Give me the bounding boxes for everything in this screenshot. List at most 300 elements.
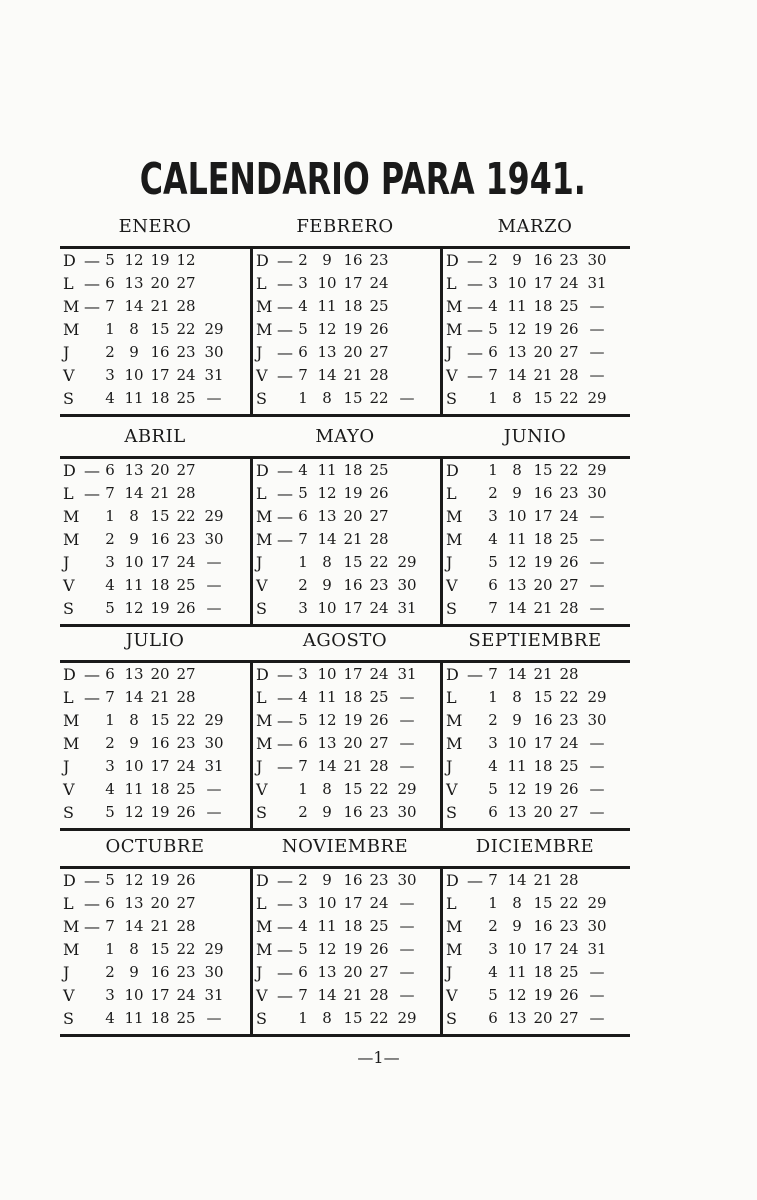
day-number: 3 — [298, 599, 308, 617]
day-number: 1 — [298, 389, 308, 407]
day-number: 17 — [343, 665, 363, 683]
day-number: 19 — [533, 320, 553, 338]
day-number: 30 — [587, 484, 607, 502]
day-number: 28 — [369, 757, 389, 775]
weekday-letter: V — [63, 986, 75, 1005]
day-number: 19 — [150, 599, 170, 617]
weekday-letter: M — [446, 297, 463, 316]
month-name: JULIO — [125, 630, 185, 651]
day-number: 16 — [343, 576, 363, 594]
day-number: 20 — [343, 963, 363, 981]
empty-marker: — — [84, 274, 100, 293]
day-number: 12 — [124, 251, 144, 269]
day-number: 27 — [369, 963, 389, 981]
day-number: 21 — [533, 366, 553, 384]
day-number: 2 — [298, 803, 308, 821]
day-number: 15 — [343, 389, 363, 407]
day-number: 15 — [150, 711, 170, 729]
day-number: 12 — [317, 320, 337, 338]
day-number: 4 — [298, 917, 308, 935]
empty-marker: — — [84, 461, 100, 480]
day-number: — — [589, 320, 605, 338]
day-number: 28 — [176, 484, 196, 502]
day-number: 1 — [298, 1009, 308, 1027]
day-number: 22 — [176, 507, 196, 525]
week-row — [60, 364, 250, 387]
day-number: 2 — [298, 251, 308, 269]
day-number: — — [589, 507, 605, 525]
day-number: 16 — [533, 711, 553, 729]
weekday-letter: J — [63, 963, 70, 982]
day-number: 12 — [317, 484, 337, 502]
day-number: 21 — [343, 986, 363, 1004]
weekday-letter: L — [446, 484, 457, 503]
day-number: 23 — [559, 251, 579, 269]
day-number: — — [589, 343, 605, 361]
day-number: 20 — [343, 507, 363, 525]
day-number: 14 — [124, 917, 144, 935]
week-row — [60, 459, 250, 482]
month-days — [250, 249, 443, 417]
day-number: 5 — [488, 320, 498, 338]
weekday-letter: J — [63, 343, 70, 362]
day-number: 6 — [488, 803, 498, 821]
week-row — [253, 801, 443, 824]
week-row — [253, 505, 443, 528]
week-row — [443, 597, 633, 620]
day-number: 3 — [298, 665, 308, 683]
day-number: 24 — [369, 599, 389, 617]
day-number: 10 — [317, 665, 337, 683]
day-number: 22 — [176, 711, 196, 729]
day-number: 15 — [343, 553, 363, 571]
day-number: 27 — [369, 734, 389, 752]
day-number: 13 — [124, 665, 144, 683]
day-number: 12 — [124, 803, 144, 821]
day-number: 11 — [507, 530, 527, 548]
week-row — [253, 686, 443, 709]
day-number: 19 — [533, 553, 553, 571]
weekday-letter: L — [63, 688, 74, 707]
day-number: 16 — [150, 343, 170, 361]
day-number: 28 — [369, 986, 389, 1004]
weekday-letter: V — [256, 366, 268, 385]
weekday-letter: M — [63, 297, 80, 316]
day-number: 22 — [559, 461, 579, 479]
day-number: 19 — [150, 803, 170, 821]
weekday-letter: J — [256, 757, 263, 776]
day-number: — — [399, 688, 415, 706]
day-number: 5 — [105, 251, 115, 269]
weekday-letter: M — [63, 917, 80, 936]
day-number: 8 — [512, 688, 522, 706]
day-number: 10 — [124, 986, 144, 1004]
empty-marker: — — [277, 734, 293, 753]
week-row — [443, 778, 633, 801]
day-number: 29 — [587, 894, 607, 912]
weekday-letter: J — [256, 343, 263, 362]
weekday-letter: V — [446, 986, 458, 1005]
day-number: 26 — [176, 599, 196, 617]
day-number: 1 — [298, 780, 308, 798]
day-number: 6 — [488, 1009, 498, 1027]
month-days — [440, 249, 633, 417]
day-number: 8 — [129, 320, 139, 338]
month-name: SEPTIEMBRE — [468, 630, 602, 651]
week-row — [443, 364, 633, 387]
day-number: 19 — [343, 940, 363, 958]
week-row — [60, 272, 250, 295]
month-columns — [60, 663, 630, 831]
day-number: — — [399, 963, 415, 981]
day-number: 2 — [488, 711, 498, 729]
day-number: 21 — [343, 366, 363, 384]
day-number: 11 — [124, 576, 144, 594]
week-row — [60, 341, 250, 364]
month-name: ENERO — [118, 216, 192, 237]
day-number: 10 — [317, 894, 337, 912]
empty-marker: — — [277, 894, 293, 913]
day-number: — — [399, 734, 415, 752]
empty-marker: — — [277, 940, 293, 959]
week-row — [253, 915, 443, 938]
day-number: 9 — [512, 917, 522, 935]
day-number: 27 — [176, 461, 196, 479]
empty-marker: — — [277, 297, 293, 316]
weekday-letter: V — [446, 576, 458, 595]
day-number: 18 — [343, 917, 363, 935]
quarter-block — [60, 830, 630, 1028]
weekday-letter: D — [63, 665, 76, 684]
day-number: 20 — [150, 665, 170, 683]
week-row — [443, 892, 633, 915]
day-number: 26 — [369, 940, 389, 958]
day-number: 1 — [105, 507, 115, 525]
day-number: 11 — [317, 461, 337, 479]
day-number: 22 — [559, 894, 579, 912]
day-number: 2 — [488, 917, 498, 935]
day-number: 7 — [105, 688, 115, 706]
day-number: 8 — [129, 711, 139, 729]
day-number: 9 — [322, 803, 332, 821]
day-number: 29 — [587, 389, 607, 407]
weekday-letter: S — [256, 389, 267, 408]
day-number: 15 — [533, 688, 553, 706]
day-number: 13 — [317, 507, 337, 525]
day-number: 8 — [322, 553, 332, 571]
month-name: OCTUBRE — [105, 836, 205, 857]
day-number: 12 — [124, 599, 144, 617]
day-number: 4 — [298, 688, 308, 706]
day-number: 31 — [204, 757, 224, 775]
day-number: 20 — [343, 343, 363, 361]
day-number: 20 — [343, 734, 363, 752]
week-row — [253, 318, 443, 341]
week-row — [253, 1007, 443, 1030]
day-number: 12 — [507, 320, 527, 338]
day-number: 18 — [343, 297, 363, 315]
day-number: 7 — [488, 871, 498, 889]
weekday-letter: D — [446, 665, 459, 684]
day-number: 21 — [150, 917, 170, 935]
month-days — [60, 249, 250, 417]
day-number: 3 — [105, 757, 115, 775]
week-row — [60, 709, 250, 732]
weekday-letter: L — [63, 274, 74, 293]
day-number: — — [206, 1009, 222, 1027]
day-number: 23 — [176, 963, 196, 981]
day-number: 2 — [105, 963, 115, 981]
month-name: ABRIL — [124, 426, 186, 447]
day-number: 10 — [124, 553, 144, 571]
day-number: 24 — [559, 274, 579, 292]
day-number: 26 — [176, 871, 196, 889]
day-number: 8 — [512, 461, 522, 479]
day-number: 9 — [322, 251, 332, 269]
weekday-letter: S — [446, 803, 457, 822]
day-number: 11 — [317, 297, 337, 315]
day-number: 8 — [129, 507, 139, 525]
day-number: 31 — [204, 366, 224, 384]
day-number: 18 — [533, 530, 553, 548]
week-row — [443, 295, 633, 318]
day-number: 23 — [559, 917, 579, 935]
week-row — [443, 318, 633, 341]
day-number: 21 — [533, 665, 553, 683]
day-number: 14 — [507, 366, 527, 384]
day-number: 6 — [298, 507, 308, 525]
day-number: — — [399, 986, 415, 1004]
day-number: 24 — [559, 734, 579, 752]
weekday-letter: S — [446, 1009, 457, 1028]
day-number: 6 — [298, 734, 308, 752]
day-number: 27 — [559, 343, 579, 361]
day-number: 27 — [369, 507, 389, 525]
weekday-letter: D — [256, 461, 269, 480]
day-number: 25 — [559, 530, 579, 548]
day-number: 5 — [105, 599, 115, 617]
day-number: — — [589, 780, 605, 798]
week-row — [253, 528, 443, 551]
weekday-letter: M — [256, 734, 273, 753]
day-number: 17 — [533, 734, 553, 752]
weekday-letter: J — [256, 963, 263, 982]
day-number: 21 — [150, 484, 170, 502]
week-row — [60, 869, 250, 892]
day-number: 19 — [343, 711, 363, 729]
day-number: 19 — [343, 484, 363, 502]
empty-marker: — — [84, 917, 100, 936]
day-number: — — [589, 297, 605, 315]
empty-marker: — — [277, 871, 293, 890]
day-number: 27 — [176, 274, 196, 292]
weekday-letter: D — [256, 665, 269, 684]
week-row — [60, 984, 250, 1007]
month-days — [440, 869, 633, 1037]
day-number: 22 — [559, 688, 579, 706]
weekday-letter: M — [446, 320, 463, 339]
empty-marker: — — [467, 297, 483, 316]
empty-marker: — — [467, 251, 483, 270]
month-days — [250, 663, 443, 831]
day-number: — — [206, 599, 222, 617]
day-number: 19 — [150, 871, 170, 889]
day-number: 29 — [397, 1009, 417, 1027]
day-number: 24 — [559, 507, 579, 525]
day-number: 25 — [369, 688, 389, 706]
day-number: 23 — [369, 871, 389, 889]
day-number: 16 — [533, 484, 553, 502]
day-number: 28 — [176, 917, 196, 935]
month-name: AGOSTO — [302, 630, 388, 651]
weekday-letter: M — [446, 711, 463, 730]
day-number: 28 — [176, 297, 196, 315]
day-number: 19 — [533, 780, 553, 798]
day-number: 6 — [105, 274, 115, 292]
day-number: 15 — [533, 461, 553, 479]
day-number: 24 — [369, 894, 389, 912]
day-number: 4 — [105, 389, 115, 407]
day-number: 20 — [150, 274, 170, 292]
day-number: 7 — [488, 599, 498, 617]
week-row — [443, 272, 633, 295]
day-number: 27 — [369, 343, 389, 361]
day-number: 7 — [488, 665, 498, 683]
empty-marker: — — [467, 871, 483, 890]
week-row — [443, 459, 633, 482]
week-row — [443, 709, 633, 732]
empty-marker: — — [277, 986, 293, 1005]
day-number: 22 — [369, 1009, 389, 1027]
day-number: — — [399, 757, 415, 775]
month-days — [250, 869, 443, 1037]
day-number: 13 — [124, 274, 144, 292]
day-number: 4 — [105, 1009, 115, 1027]
weekday-letter: D — [446, 251, 459, 270]
day-number: 6 — [298, 963, 308, 981]
weekday-letter: M — [256, 711, 273, 730]
weekday-letter: L — [256, 484, 267, 503]
day-number: — — [206, 389, 222, 407]
day-number: 31 — [587, 940, 607, 958]
day-number: 30 — [587, 917, 607, 935]
weekday-letter: S — [63, 803, 74, 822]
empty-marker: — — [277, 320, 293, 339]
empty-marker: — — [277, 711, 293, 730]
week-row — [253, 938, 443, 961]
weekday-letter: M — [446, 530, 463, 549]
day-number: 6 — [298, 343, 308, 361]
week-row — [253, 597, 443, 620]
day-number: 3 — [488, 940, 498, 958]
day-number: 14 — [317, 757, 337, 775]
week-row — [443, 341, 633, 364]
day-number: 9 — [322, 576, 332, 594]
month-name: DICIEMBRE — [475, 836, 595, 857]
day-number: 19 — [533, 986, 553, 1004]
week-row — [443, 755, 633, 778]
day-number: 21 — [343, 530, 363, 548]
weekday-letter: M — [446, 507, 463, 526]
day-number: 22 — [176, 320, 196, 338]
day-number: — — [206, 803, 222, 821]
empty-marker: — — [277, 343, 293, 362]
day-number: 16 — [150, 734, 170, 752]
day-number: — — [589, 734, 605, 752]
day-number: — — [399, 940, 415, 958]
day-number: 22 — [559, 389, 579, 407]
quarter-block — [60, 210, 630, 408]
day-number: 13 — [317, 734, 337, 752]
weekday-letter: L — [63, 894, 74, 913]
week-row — [60, 387, 250, 410]
day-number: 20 — [150, 894, 170, 912]
week-row — [60, 961, 250, 984]
day-number: 7 — [298, 986, 308, 1004]
week-row — [443, 663, 633, 686]
weekday-letter: J — [446, 757, 453, 776]
month-name: FEBRERO — [296, 216, 394, 237]
week-row — [60, 732, 250, 755]
week-row — [253, 961, 443, 984]
weekday-letter: D — [63, 251, 76, 270]
day-number: 25 — [176, 576, 196, 594]
month-name: NOVIEMBRE — [281, 836, 409, 857]
weekday-letter: M — [446, 940, 463, 959]
day-number: 13 — [317, 343, 337, 361]
day-number: 8 — [322, 1009, 332, 1027]
day-number: 2 — [488, 484, 498, 502]
day-number: 16 — [343, 803, 363, 821]
empty-marker: — — [84, 871, 100, 890]
day-number: 1 — [488, 461, 498, 479]
week-row — [253, 295, 443, 318]
day-number: 11 — [507, 297, 527, 315]
day-number: 31 — [397, 665, 417, 683]
empty-marker: — — [277, 484, 293, 503]
day-number: 14 — [507, 665, 527, 683]
weekday-letter: V — [63, 576, 75, 595]
empty-marker: — — [84, 251, 100, 270]
day-number: 18 — [150, 780, 170, 798]
day-number: 27 — [559, 576, 579, 594]
day-number: 18 — [533, 297, 553, 315]
weekday-letter: S — [63, 599, 74, 618]
week-row — [60, 1007, 250, 1030]
day-number: — — [589, 366, 605, 384]
weekday-letter: M — [256, 530, 273, 549]
day-number: 28 — [559, 871, 579, 889]
day-number: 12 — [507, 986, 527, 1004]
day-number: 14 — [317, 366, 337, 384]
day-number: 11 — [317, 917, 337, 935]
day-number: — — [589, 963, 605, 981]
weekday-letter: L — [446, 688, 457, 707]
week-row — [60, 938, 250, 961]
day-number: 5 — [298, 484, 308, 502]
day-number: 28 — [176, 688, 196, 706]
weekday-letter: M — [256, 507, 273, 526]
day-number: 17 — [150, 553, 170, 571]
day-number: 4 — [488, 963, 498, 981]
day-number: 26 — [369, 484, 389, 502]
weekday-letter: M — [63, 530, 80, 549]
day-number: 8 — [512, 894, 522, 912]
day-number: 24 — [176, 553, 196, 571]
day-number: 9 — [129, 963, 139, 981]
day-number: 14 — [507, 871, 527, 889]
week-row — [253, 551, 443, 574]
